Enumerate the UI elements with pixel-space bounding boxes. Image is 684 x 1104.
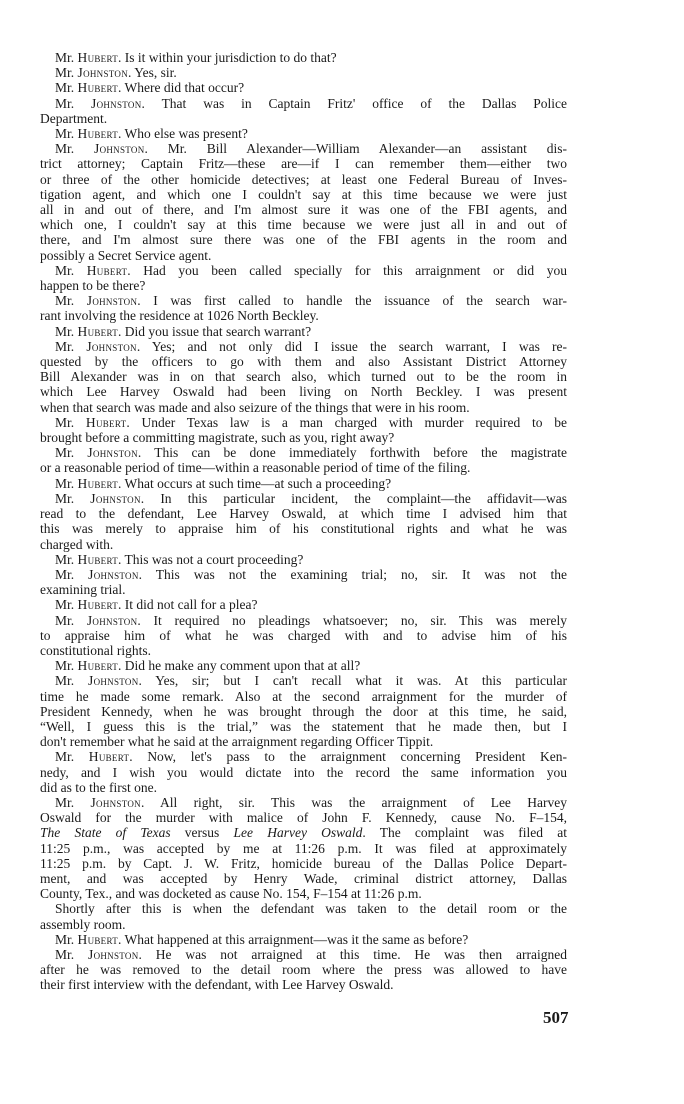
line-text: examining trial.	[40, 582, 126, 598]
speaker-surname: Hubert	[77, 126, 119, 142]
line-text: That was in Captain Fritz' office of the Dallas Police	[161, 95, 567, 111]
text-line	[40, 932, 567, 947]
line-text: possibly a Secret Service agent.	[40, 247, 212, 263]
speaker-name: Mr. Hubert.	[55, 749, 148, 765]
text-line	[40, 719, 567, 734]
testimony-paragraph	[40, 749, 567, 795]
text-line	[40, 506, 567, 521]
speaker-name: Mr. Johnston.	[55, 612, 154, 628]
speaker-name: Mr. Hubert.	[55, 50, 125, 65]
speaker-name: Mr. Hubert.	[55, 931, 125, 947]
testimony-paragraph	[40, 324, 567, 339]
text-line	[40, 354, 567, 369]
text-line	[40, 293, 567, 308]
line-text: The State of Texas versus Lee Harvey Oswald. The complaint was filed at	[40, 825, 567, 841]
line-text: happen to be there?	[40, 278, 146, 294]
line-text: All right, sir. This was the arraignment of Lee Harvey	[159, 794, 567, 810]
line-text: read to the defendant, Lee Harvey Oswald, at which time I advised him that	[40, 506, 567, 522]
speaker-surname: Hubert	[88, 749, 130, 765]
text-line	[40, 977, 567, 992]
line-text: Bill Alexander was in on that search also, which turned out to be the room in	[40, 369, 567, 385]
speaker-surname: Hubert	[77, 475, 119, 491]
testimony-paragraph	[40, 80, 567, 95]
testimony-paragraph	[40, 658, 567, 673]
line-text: This was not the examining trial; no, sir. It was not the	[155, 566, 567, 582]
line-text: Is it within your jurisdiction to do that?	[124, 50, 337, 65]
speaker-surname: Hubert	[77, 551, 119, 567]
text-line	[40, 810, 567, 825]
line-text: Did you issue that search warrant?	[124, 323, 312, 339]
text-line	[40, 947, 567, 962]
speaker-name: Mr. Johnston.	[55, 445, 155, 461]
speaker-surname: Johnston	[86, 293, 138, 309]
line-text: charged with.	[40, 536, 114, 552]
testimony-paragraph	[40, 263, 567, 293]
text-line	[40, 50, 567, 65]
speaker-name: Mr. Hubert.	[55, 414, 142, 430]
speaker-name: Mr. Hubert.	[55, 126, 125, 142]
line-text: this was merely to appraise him of his constitutional rights and what he was	[40, 521, 567, 537]
line-text: Under Texas law is a man charged with murder required to be	[141, 414, 568, 430]
line-text: Yes; and not only did I issue the search warrant, I was re-	[151, 338, 567, 354]
text-line	[40, 901, 567, 916]
text-line	[40, 460, 567, 475]
line-text: when that search was made and also seizure of the things that were in his room.	[40, 399, 470, 415]
speaker-name: Mr. Johnston.	[55, 566, 156, 582]
line-text: to appraise him of what he was charged with and to advise him of his	[40, 627, 567, 643]
speaker-name: Mr. Hubert.	[55, 80, 125, 96]
testimony-text	[40, 50, 567, 993]
line-text: after he was removed to the detail room where the press was allowed to have	[40, 962, 567, 978]
testimony-paragraph	[40, 65, 567, 80]
line-text: Where did that occur?	[124, 80, 245, 96]
line-text: What occurs at such time—at such a proceeding?	[124, 475, 392, 491]
testimony-paragraph	[40, 613, 567, 659]
testimony-paragraph	[40, 96, 567, 126]
text-line	[40, 856, 567, 871]
line-text: In this particular incident, the complaint—the affidavit—was	[160, 490, 567, 506]
speaker-name: Mr. Johnston.	[55, 141, 168, 157]
line-text: County, Tex., and was docketed as cause No. 154, F–154 at 11:26 p.m.	[40, 886, 422, 902]
speaker-surname: Johnston	[90, 490, 141, 506]
text-line	[40, 430, 567, 445]
speaker-name: Mr. Johnston.	[55, 293, 154, 309]
speaker-surname: Johnston	[88, 566, 139, 582]
speaker-name: Mr. Hubert.	[55, 475, 125, 491]
speaker-surname: Johnston	[77, 65, 129, 81]
line-text: don't remember what he said at the arraignment regarding Officer Tippit.	[40, 734, 434, 750]
line-text: assembly room.	[40, 916, 126, 932]
speaker-name: Mr. Johnston.	[55, 794, 160, 810]
text-line	[40, 825, 567, 840]
text-line	[40, 521, 567, 536]
speaker-name: Mr. Hubert.	[55, 262, 144, 278]
testimony-paragraph	[40, 932, 567, 947]
testimony-paragraph	[40, 795, 567, 901]
text-line	[40, 308, 567, 323]
speaker-surname: Johnston	[94, 141, 145, 157]
line-text: This can be done immediately forthwith before the magistrate	[154, 445, 567, 461]
line-text: “Well, I guess this is the trial,” was the statement that he made then, but I	[40, 718, 567, 734]
line-text: Now, let's pass to the arraignment concerning President Ken-	[147, 749, 568, 765]
line-text: Mr. Bill Alexander—William Alexander—an assistant dis-	[167, 141, 567, 157]
speaker-surname: Johnston	[90, 794, 141, 810]
line-text: all in and out of there, and I'm almost sure it was one of the FBI agents, and	[40, 202, 567, 218]
text-line	[40, 704, 567, 719]
line-text: their first interview with the defendant, with Lee Harvey Oswald.	[40, 977, 394, 993]
text-line	[40, 80, 567, 95]
text-line	[40, 248, 567, 263]
text-line	[40, 643, 567, 658]
speaker-surname: Johnston	[88, 946, 139, 962]
speaker-name: Mr. Johnston.	[55, 946, 156, 962]
text-line	[40, 673, 567, 688]
text-line	[40, 567, 567, 582]
speaker-surname: Hubert	[77, 931, 119, 947]
line-text: Oswald for the murder with malice of John F. Kennedy, cause No. F–154,	[40, 810, 567, 826]
speaker-surname: Johnston	[86, 338, 137, 354]
text-line	[40, 491, 567, 506]
text-line	[40, 232, 567, 247]
text-line	[40, 369, 567, 384]
speaker-surname: Hubert	[77, 323, 119, 339]
testimony-paragraph	[40, 476, 567, 491]
speaker-surname: Johnston	[87, 445, 138, 461]
line-text: or three of the other homicide detectives; at least one Federal Bureau of Inves-	[40, 171, 567, 187]
text-line	[40, 156, 567, 171]
testimony-paragraph	[40, 415, 567, 445]
testimony-paragraph	[40, 947, 567, 993]
speaker-name: Mr. Hubert.	[55, 597, 125, 613]
text-line	[40, 324, 567, 339]
line-text: trict attorney; Captain Fritz—these are—if I can remember them—either two	[40, 156, 567, 172]
line-text: Yes, sir; but I can't recall what it was. At this particular	[155, 673, 567, 689]
line-text: Shortly after this is when the defendant was taken to the detail room or the	[55, 901, 567, 917]
text-line	[40, 141, 567, 156]
testimony-paragraph	[40, 491, 567, 552]
speaker-name: Mr. Johnston.	[55, 65, 135, 81]
testimony-paragraph	[40, 141, 567, 263]
line-text: which one, I couldn't say at this time because we were just all in and out of	[40, 217, 567, 233]
testimony-paragraph	[40, 339, 567, 415]
text-line	[40, 96, 567, 111]
line-text: which Lee Harvey Oswald had been living on North Beckley. I was present	[40, 384, 567, 400]
text-line	[40, 871, 567, 886]
text-line	[40, 734, 567, 749]
line-text: Yes, sir.	[134, 65, 177, 81]
line-text: I was first called to handle the issuance of the search war-	[153, 293, 567, 309]
text-line	[40, 689, 567, 704]
testimony-paragraph	[40, 597, 567, 612]
testimony-paragraph	[40, 50, 567, 65]
text-line	[40, 962, 567, 977]
line-text: It required no pleadings whatsoever; no, sir. This was merely	[153, 612, 567, 628]
line-text: time he made some remark. Also at the second arraignment for the murder of	[40, 688, 567, 704]
line-text: did as to the first one.	[40, 779, 157, 795]
line-text: Had you been called specially for this arraignment or did you	[143, 262, 567, 278]
speaker-surname: Hubert	[77, 658, 119, 674]
text-line	[40, 65, 567, 80]
speaker-surname: Hubert	[85, 414, 127, 430]
text-line	[40, 658, 567, 673]
speaker-name: Mr. Johnston.	[55, 338, 152, 354]
line-text: or a reasonable period of time—within a reasonable period of time of the filing.	[40, 460, 471, 476]
text-line	[40, 841, 567, 856]
page-number: 507	[543, 1008, 569, 1027]
line-text: He was not arraigned at this time. He was then arraigned	[155, 946, 567, 962]
text-line	[40, 217, 567, 232]
text-line	[40, 384, 567, 399]
text-line	[40, 795, 567, 810]
line-text: nedy, and I wish you would dictate into the record the same information you	[40, 764, 567, 780]
text-line	[40, 476, 567, 491]
text-line	[40, 400, 567, 415]
testimony-paragraph	[40, 445, 567, 475]
speaker-surname: Johnston	[88, 673, 139, 689]
line-text: tigation agent, and which one I couldn't say at this time because we were just	[40, 186, 567, 202]
text-line	[40, 126, 567, 141]
text-line	[40, 582, 567, 597]
testimony-paragraph	[40, 673, 567, 749]
text-line	[40, 339, 567, 354]
line-text: quested by the officers to go with them and also Assistant District Attorney	[40, 354, 567, 370]
text-line	[40, 111, 567, 126]
speaker-surname: Hubert	[86, 262, 128, 278]
text-line	[40, 187, 567, 202]
speaker-name: Mr. Hubert.	[55, 551, 125, 567]
line-text: What happened at this arraignment—was it the same as before?	[124, 931, 469, 947]
testimony-paragraph	[40, 293, 567, 323]
text-line	[40, 628, 567, 643]
line-text: Department.	[40, 110, 108, 126]
text-line	[40, 278, 567, 293]
speaker-name: Mr. Johnston.	[55, 673, 156, 689]
line-text: brought before a committing magistrate, such as you, right away?	[40, 430, 395, 446]
speaker-name: Mr. Johnston.	[55, 95, 162, 111]
speaker-name: Mr. Hubert.	[55, 658, 125, 674]
line-text: This was not a court proceeding?	[124, 551, 304, 567]
text-line	[40, 263, 567, 278]
text-line	[40, 537, 567, 552]
line-text: ment, and was accepted by Henry Wade, criminal district attorney, Dallas	[40, 870, 567, 886]
text-line	[40, 886, 567, 901]
text-line	[40, 202, 567, 217]
line-text: It did not call for a plea?	[124, 597, 258, 613]
line-text: Did he make any comment upon that at all?	[124, 658, 361, 674]
text-line	[40, 445, 567, 460]
text-line	[40, 172, 567, 187]
speaker-name: Mr. Hubert.	[55, 323, 125, 339]
text-line	[40, 765, 567, 780]
line-text: Who else was present?	[124, 126, 248, 142]
text-line	[40, 613, 567, 628]
text-line	[40, 597, 567, 612]
line-text: constitutional rights.	[40, 642, 151, 658]
line-text: 11:25 p.m. by Capt. J. W. Fritz, homicide bureau of the Dallas Police Depart-	[40, 855, 567, 871]
text-line	[40, 917, 567, 932]
speaker-surname: Hubert	[77, 80, 119, 96]
testimony-paragraph	[40, 552, 567, 567]
speaker-surname: Hubert	[77, 597, 119, 613]
testimony-paragraph	[40, 126, 567, 141]
speaker-name: Mr. Johnston.	[55, 490, 161, 506]
testimony-paragraph	[40, 901, 567, 931]
speaker-surname: Johnston	[86, 612, 138, 628]
text-line	[40, 552, 567, 567]
speaker-surname: Hubert	[77, 50, 119, 65]
line-text: rant involving the residence at 1026 North Beckley.	[40, 308, 319, 324]
text-line	[40, 780, 567, 795]
text-line	[40, 415, 567, 430]
speaker-surname: Johnston	[91, 95, 142, 111]
line-text: there, and I'm almost sure there was one of the FBI agents in the room and	[40, 232, 567, 248]
line-text: President Kennedy, when he was brought through the door at this time, he said,	[40, 703, 567, 719]
line-text: 11:25 p.m., was accepted by me at 11:26 p.m. It was filed at approximately	[40, 840, 567, 856]
text-line	[40, 749, 567, 764]
testimony-paragraph	[40, 567, 567, 597]
